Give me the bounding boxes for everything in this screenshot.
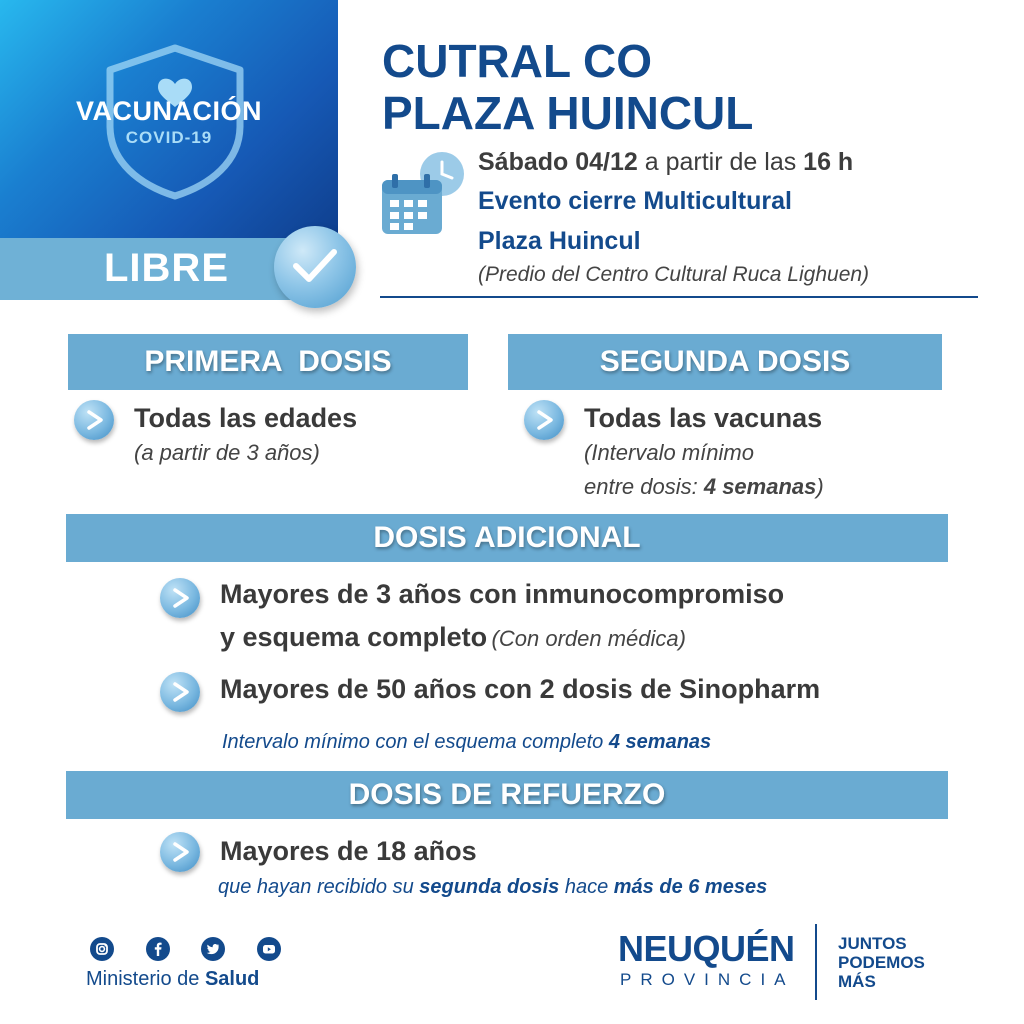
event-date: Sábado 04/12 a partir de las 16 h <box>478 148 854 176</box>
event-name-line1: Evento cierre Multicultural <box>478 187 792 215</box>
segunda-item: Todas las vacunas <box>584 403 823 433</box>
header-divider <box>380 296 978 298</box>
neuquen-logo: NEUQUÉN <box>618 928 795 969</box>
event-place: (Predio del Centro Cultural Ruca Lighuen) <box>478 263 870 286</box>
event-name-line2: Plaza Huincul <box>478 227 641 255</box>
city-title-line1: CUTRAL CO <box>382 35 653 87</box>
primera-item: Todas las edades <box>134 403 358 433</box>
section-dosis-refuerzo: DOSIS DE REFUERZO <box>66 771 948 819</box>
section-dosis-adicional: DOSIS ADICIONAL <box>66 514 948 562</box>
adicional-item2: Mayores de 50 años con 2 dosis de Sinopharm <box>220 674 821 704</box>
segunda-note-line2: entre dosis: 4 semanas) <box>584 474 824 499</box>
primera-note: (a partir de 3 años) <box>134 440 320 465</box>
provincia-label: PROVINCIA <box>620 970 795 989</box>
refuerzo-item: Mayores de 18 años <box>220 836 477 866</box>
section-segunda-dosis: SEGUNDA DOSIS <box>508 334 942 390</box>
calendar-clock-icon <box>380 150 472 240</box>
facebook-icon[interactable] <box>146 937 170 961</box>
chevron-right-icon <box>524 400 564 440</box>
section-primera-dosis: PRIMERA DOSIS <box>68 334 468 390</box>
instagram-icon[interactable] <box>90 937 114 961</box>
slogan-line2: PODEMOS <box>838 953 925 972</box>
segunda-note-line1: (Intervalo mínimo <box>584 440 754 465</box>
badge-title: VACUNACIÓN <box>76 96 262 126</box>
vaccination-badge <box>0 0 338 238</box>
twitter-icon[interactable] <box>201 937 225 961</box>
badge-subtitle: COVID-19 <box>125 128 213 147</box>
chevron-right-icon <box>160 578 200 618</box>
youtube-icon[interactable] <box>257 937 281 961</box>
slogan-line1: JUNTOS <box>838 934 907 953</box>
chevron-right-icon <box>160 672 200 712</box>
adicional-interval: Intervalo mínimo con el esquema completo 4 semanas <box>222 731 712 753</box>
footer-divider <box>815 924 817 1000</box>
adicional-item1-line1: Mayores de 3 años con inmunocompromiso <box>220 579 785 609</box>
slogan-line3: MÁS <box>838 972 876 991</box>
chevron-right-icon <box>74 400 114 440</box>
refuerzo-note: que hayan recibido su segunda dosis hace más de 6 meses <box>218 876 768 898</box>
ministry-label: Ministerio de Salud <box>86 968 260 990</box>
city-title-line2: PLAZA HUINCUL <box>382 87 754 139</box>
chevron-right-icon <box>160 832 200 872</box>
libre-label: LIBRE <box>104 246 229 290</box>
check-icon <box>274 226 356 308</box>
adicional-item1-line2: y esquema completo (Con orden médica) <box>220 622 686 652</box>
